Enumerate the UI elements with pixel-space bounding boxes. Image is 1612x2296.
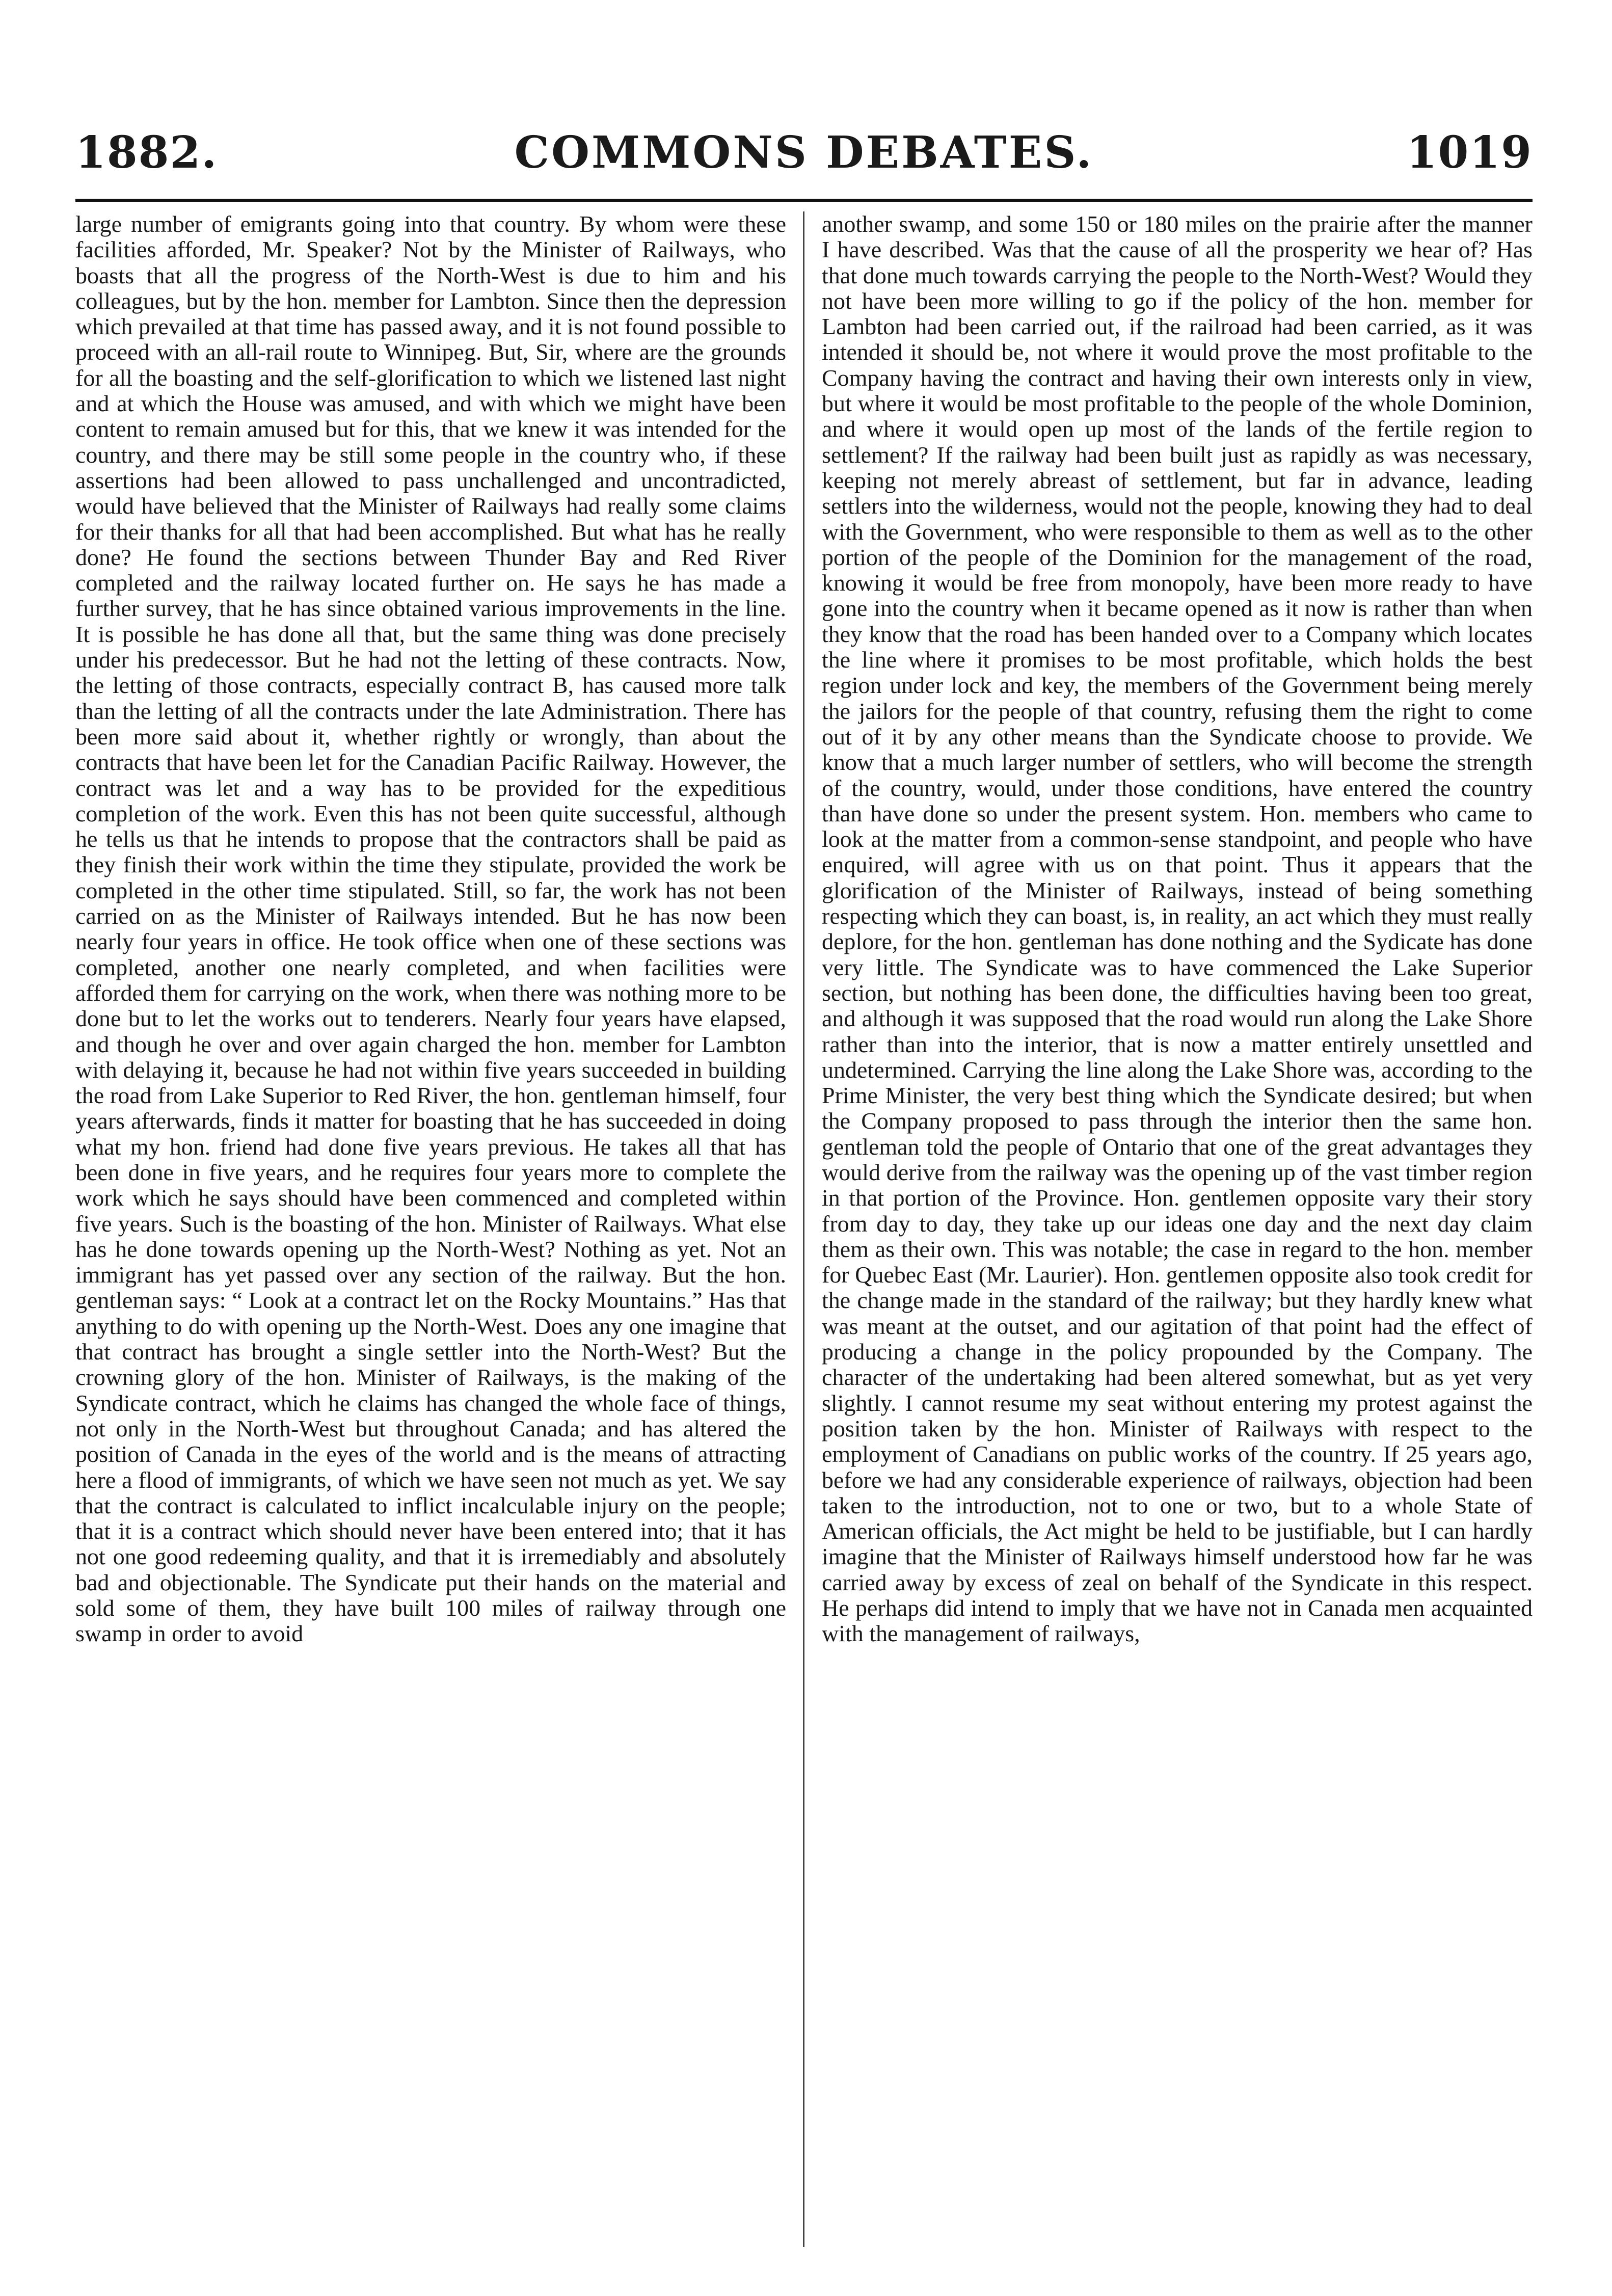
header-title: COMMONS DEBATES.: [514, 127, 1094, 178]
right-column-text: another swamp, and some 150 or 180 miles on the prairie after the manner I have described. Was that the cause of all the prosperity we hear of? Has that done much towards carrying the people to the North-West? Would they not have been more willing to go if the policy of the hon. member for Lambton had been carried out, if the railroad had been carried, as it was intended it should be, not where it would prove the most profitable to the Company having the contract and having their own interests only in view, but where it would be most profitable to the people of the whole Dominion, and where it would open up most of the lands of the fertile region to settlement? If the railway had been built just as rapidly as was necessary, keeping not merely abreast of settlement, but far in advance, leading settlers into the wilderness, would not the people, knowing they had to deal with the Government, who were responsible to them as well as to the other portion of the people of the Dominion for the management of the road, knowing it would be free from monopoly, have been more ready to have gone into the country when it became opened as it now is rather than when they know that the road has been handed over to a Company which locates the line where it promises to be most profitable, which holds the best region under lock and key, the members of the Government being merely the jailors for the people of that country, refusing them the right to come out of it by any other means than the Syndicate choose to provide. We know that a much larger number of settlers, who will become the strength of the country, would, under those conditions, have entered the country than have done so under the present system. Hon. members who came to look at the matter from a common-sense standpoint, and people who have enquired, will agree with us on that point. Thus it appears that the glorification of the Minister of Railways, instead of being something respecting which they can boast, is, in reality, an act which they must really deplore, for the hon. gentleman has done nothing and the Sydicate has done very little. The Syndicate was to have commenced the Lake Superior section, but nothing has been done, the difficulties having been too great, and although it was supposed that the road would run along the Lake Shore rather than into the interior, that is now a matter entirely unsettled and undetermined. Carrying the line along the Lake Shore was, according to the Prime Minister, the very best thing which the Syndicate desired; but when the Company proposed to pass through the interior then the same hon. gentleman told the people of Ontario that one of the great advantages they would derive from the railway was the opening up of the vast timber region in that portion of the Province. Hon. gentlemen opposite vary their story from day to day, they take up our ideas one day and the next day claim them as their own. This was notable; the case in regard to the hon. member for Quebec East (Mr. Laurier). Hon. gentlemen opposite also took credit for the change made in the standard of the railway; but they hardly knew what was meant at the outset, and our agitation of that point had the effect of producing a change in the policy propounded by the Company. The character of the undertaking had been altered somewhat, but as yet very slightly. I cannot resume my seat without entering my protest against the position taken by the hon. Minister of Railways with respect to the employment of Canadians on public works of the country. If 25 years ago, before we had any considerable experience of railways, objection had been taken to the introduction, not to one or two, but to a whole State of American officials, the Act might be held to be justifiable, but I can hardly imagine that the Minister of Railways himself understood how far he was carried away by excess of zeal on behalf of the Syndicate in this respect. He perhaps did intend to imply that we have not in Canada men acquainted with the management of railways,: [822, 211, 1533, 1647]
column-divider: [803, 211, 804, 2247]
header-page-number: 1019: [1406, 127, 1533, 178]
header-year: 1882.: [75, 127, 218, 178]
right-column: [822, 211, 1533, 2247]
text-columns: [75, 211, 1533, 2247]
left-column-text: large number of emigrants going into that country. By whom were these facilities afforded, Mr. Speaker? Not by the Minister of Railways, who boasts that all the progress of the North-West is due to him and his colleagues, but by the hon. member for Lambton. Since then the depression which prevailed at that time has passed away, and it is not found possible to proceed with an all-rail route to Winnipeg. But, Sir, where are the grounds for all the boasting and the self-glorification to which we listened last night and at which the House was amused, and with which we might have been content to remain amused but for this, that we knew it was intended for the country, and there may be still some people in the country who, if these assertions had been allowed to pass unchallenged and uncontradicted, would have believed that the Minister of Railways had really some claims for their thanks for all that had been accomplished. But what has he really done? He found the sections between Thunder Bay and Red River completed and the railway located further on. He says he has made a further survey, that he has since obtained various improvements in the line. It is possible he has done all that, but the same thing was done precisely under his predecessor. But he had not the letting of these contracts. Now, the letting of those contracts, especially contract B, has caused more talk than the letting of all the contracts under the late Administration. There has been more said about it, whether rightly or wrongly, than about the contracts that have been let for the Canadian Pacific Railway. However, the contract was let and a way has to be provided for the expeditious completion of the work. Even this has not been quite successful, although he tells us that he intends to propose that the contractors shall be paid as they finish their work within the time they stipulate, provided the work be completed in the other time stipulated. Still, so far, the work has not been carried on as the Minister of Railways intended. But he has now been nearly four years in office. He took office when one of these sections was completed, another one nearly completed, and when facilities were afforded them for carrying on the work, when there was nothing more to be done but to let the works out to tenderers. Nearly four years have elapsed, and though he over and over again charged the hon. member for Lambton with delaying it, because he had not within five years succeeded in building the road from Lake Superior to Red River, the hon. gentleman himself, four years afterwards, finds it matter for boasting that he has succeeded in doing what my hon. friend had done five years previous. He takes all that has been done in five years, and he requires four years more to complete the work which he says should have been commenced and completed within five years. Such is the boasting of the hon. Minister of Railways. What else has he done towards opening up the North-West? Nothing as yet. Not an immigrant has yet passed over any section of the railway. But the hon. gentleman says: “ Look at a contract let on the Rocky Mountains.” Has that anything to do with opening up the North-West. Does any one imagine that that contract has brought a single settler into the North-West? But the crowning glory of the hon. Minister of Railways, is the making of the Syndicate contract, which he claims has changed the whole face of things, not only in the North-West but throughout Canada; and has altered the position of Canada in the eyes of the world and is the means of attracting here a flood of immigrants, of which we have seen not much as yet. We say that the contract is calculated to inflict incalculable injury on the people; that it is a contract which should never have been entered into; that it has not one good redeeming quality, and that it is irremediably and absolutely bad and objectionable. The Syndicate put their hands on the material and sold some of them, they have built 100 miles of railway through one swamp in order to avoid: [75, 211, 786, 1647]
page: [75, 117, 1533, 2247]
page-header: [75, 117, 1533, 189]
header-rule: [75, 199, 1533, 202]
left-column: [75, 211, 786, 2247]
